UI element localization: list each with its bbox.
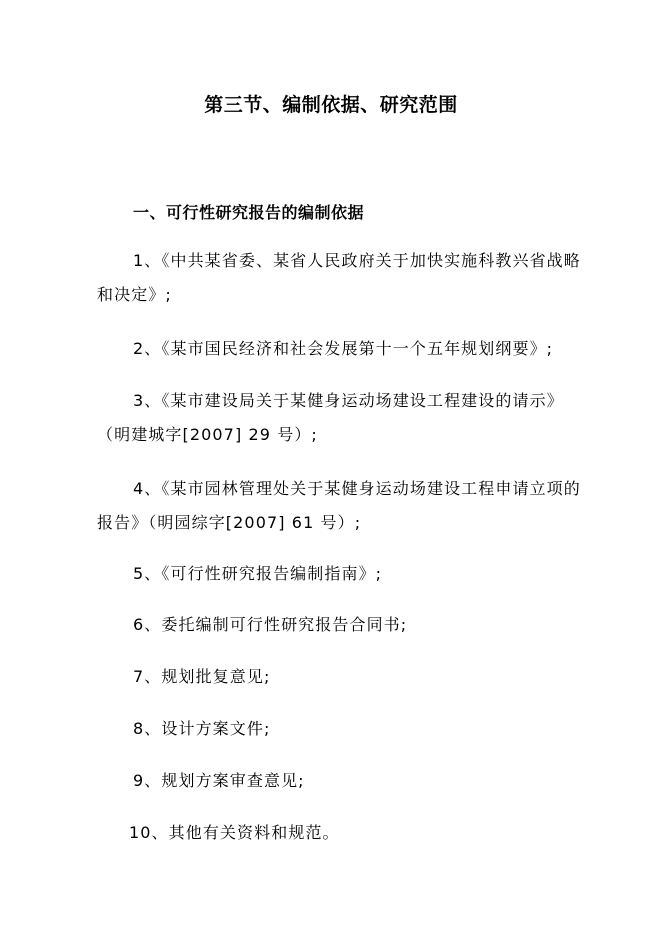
list-item-5 <box>97 557 617 591</box>
list-item-line: 5、《可行性研究报告编制指南》; <box>133 564 383 583</box>
list-item-line: 2、《某市国民经济和社会发展第十一个五年规划纲要》; <box>133 339 554 358</box>
list-item-line: 10、其他有关资料和规范。 <box>129 823 340 842</box>
list-item-1 <box>97 244 617 312</box>
list-item-3 <box>97 384 617 452</box>
list-item-6 <box>97 608 617 642</box>
list-item-line: 6、委托编制可行性研究报告合同书; <box>133 615 408 634</box>
list-item-line: 4、《某市园林管理处关于某健身运动场建设工程申请立项的 <box>133 479 581 498</box>
list-item-line: 3、《某市建设局关于某健身运动场建设工程建设的请示》 <box>133 391 564 410</box>
list-item-7 <box>97 660 617 694</box>
list-item-line: 和决定》; <box>97 285 172 304</box>
list-item-line: 报告》（明园综字[2007] 61 号）; <box>97 513 362 532</box>
list-item-2 <box>97 332 617 366</box>
list-item-10 <box>97 816 617 850</box>
list-item-line: 9、规划方案审查意见; <box>133 771 305 790</box>
section-heading: 一、可行性研究报告的编制依据 <box>133 203 365 222</box>
list-item-9 <box>97 764 617 798</box>
list-item-line: 8、设计方案文件; <box>133 719 271 738</box>
list-item-8 <box>97 712 617 746</box>
list-item-line: （明建城字[2007] 29 号）; <box>97 425 318 444</box>
list-item-4 <box>97 472 617 540</box>
list-item-line: 1、《中共某省委、某省人民政府关于加快实施科教兴省战略 <box>133 251 581 270</box>
page-title: 第三节、编制依据、研究范围 <box>204 94 458 116</box>
list-item-line: 7、规划批复意见; <box>133 667 271 686</box>
